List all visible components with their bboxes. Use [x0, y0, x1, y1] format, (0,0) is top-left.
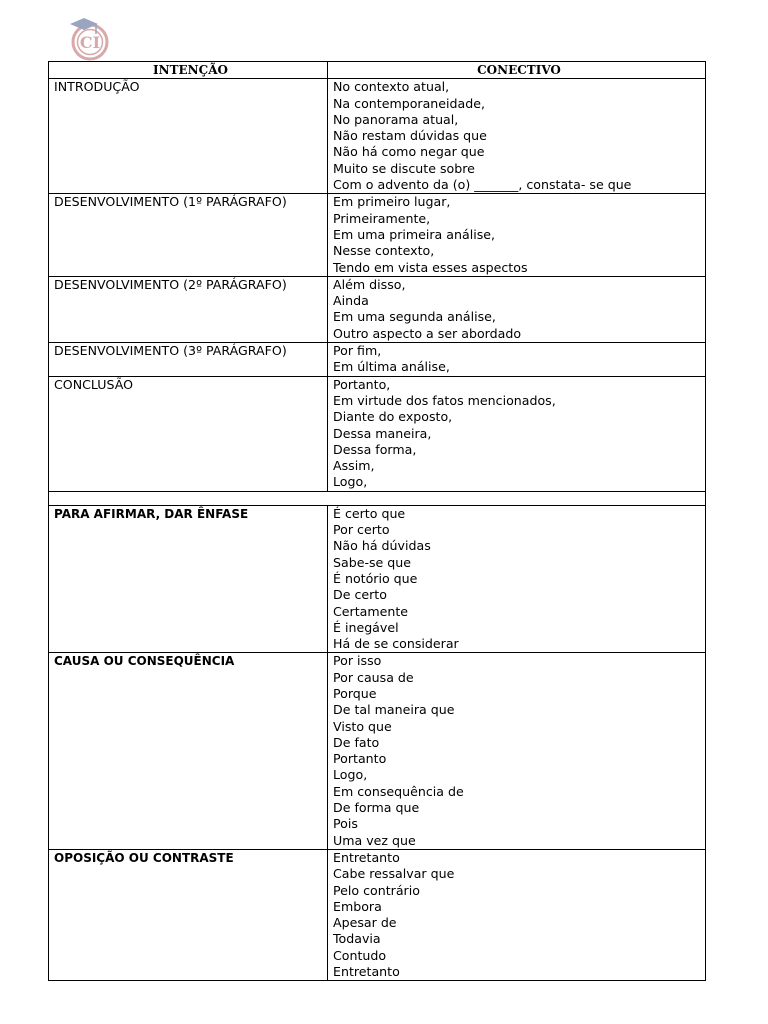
connective-item: Porque	[333, 685, 377, 701]
table-row	[49, 343, 706, 377]
connective-item: Muito se discute sobre	[333, 160, 475, 176]
connective-item: Em virtude dos fatos mencionados,	[333, 392, 556, 408]
connective-item: Portanto	[333, 751, 387, 767]
connective-item: Dessa forma,	[333, 441, 417, 457]
header-intent: INTENÇÃO	[49, 62, 328, 79]
table-row	[49, 194, 706, 276]
table-header-row	[49, 62, 706, 79]
connective-item: Não restam dúvidas que	[333, 128, 487, 144]
header-connective: CONECTIVO	[328, 62, 706, 79]
intent-cell: CAUSA OU CONSEQUÊNCIA	[49, 653, 328, 850]
logo	[64, 14, 112, 62]
table-row	[49, 849, 706, 980]
intent-cell: DESENVOLVIMENTO (3º PARÁGRAFO)	[49, 343, 328, 377]
connective-item: Por certo	[333, 522, 390, 538]
intent-cell: OPOSIÇÃO OU CONTRASTE	[49, 849, 328, 980]
connective-item: Assim,	[333, 458, 375, 474]
connective-cell	[328, 653, 706, 850]
connective-item: Por isso	[333, 653, 382, 669]
connective-item: É certo que	[333, 505, 406, 521]
connective-item: Diante do exposto,	[333, 409, 453, 425]
connective-item: Entretanto	[333, 964, 400, 980]
connective-item: De certo	[333, 587, 387, 603]
connective-item: De forma que	[333, 800, 420, 816]
connective-cell	[328, 276, 706, 342]
connective-item: Logo,	[333, 474, 368, 490]
connective-item: É inegável	[333, 619, 399, 635]
connective-item: Por causa de	[333, 669, 414, 685]
intent-cell: INTRODUÇÃO	[49, 79, 328, 194]
connective-item: Não há dúvidas	[333, 538, 431, 554]
connective-item: Embora	[333, 898, 382, 914]
connective-item: De fato	[333, 734, 380, 750]
table-row	[49, 505, 706, 653]
connective-item: Nesse contexto,	[333, 243, 435, 259]
connective-item: Outro aspecto a ser abordado	[333, 325, 522, 341]
connective-item: Logo,	[333, 767, 368, 783]
connective-item: No contexto atual,	[333, 79, 450, 95]
connective-cell	[328, 79, 706, 194]
connective-item: Todavia	[333, 931, 381, 947]
connective-item: Por fim,	[333, 343, 382, 359]
table-row	[49, 276, 706, 342]
connective-item: De tal maneira que	[333, 702, 455, 718]
connective-item: Em consequência de	[333, 783, 464, 799]
intent-cell: PARA AFIRMAR, DAR ÊNFASE	[49, 505, 328, 653]
connective-item: Tendo em vista esses aspectos	[333, 259, 528, 275]
connective-cell	[328, 376, 706, 491]
connective-cell	[328, 343, 706, 377]
connective-item: Visto que	[333, 718, 392, 734]
connective-item: Em primeiro lugar,	[333, 194, 451, 210]
connective-item: Com o advento da (o) _______, constata- se que	[333, 177, 632, 193]
table-row	[49, 653, 706, 850]
connective-cell	[328, 849, 706, 980]
table-row	[49, 79, 706, 194]
connective-item: Na contemporaneidade,	[333, 95, 485, 111]
connectives-table	[48, 61, 706, 981]
connective-item: Em última análise,	[333, 359, 450, 375]
connective-item: Em uma segunda análise,	[333, 309, 496, 325]
connective-item: Ainda	[333, 293, 369, 309]
svg-text:CI: CI	[79, 33, 101, 52]
connective-item: Contudo	[333, 947, 387, 963]
connective-item: Certamente	[333, 603, 409, 619]
connective-item: Dessa maneira,	[333, 425, 432, 441]
connective-item: É notório que	[333, 570, 418, 586]
connective-item: Pelo contrário	[333, 882, 420, 898]
connective-item: Primeiramente,	[333, 210, 431, 226]
connective-item: Pois	[333, 816, 358, 832]
spacer-row	[49, 491, 706, 505]
connective-item: Há de se considerar	[333, 636, 459, 652]
intent-cell: DESENVOLVIMENTO (2º PARÁGRAFO)	[49, 276, 328, 342]
connective-item: Portanto,	[333, 376, 391, 392]
connective-cell	[328, 194, 706, 276]
connective-item: Em uma primeira análise,	[333, 226, 496, 242]
spacer-cell	[49, 491, 706, 505]
connective-item: Cabe ressalvar que	[333, 866, 455, 882]
table-row	[49, 376, 706, 491]
connective-item: Apesar de	[333, 915, 397, 931]
connective-item: Entretanto	[333, 849, 400, 865]
intent-cell: CONCLUSÃO	[49, 376, 328, 491]
connective-cell	[328, 505, 706, 653]
connective-item: Não há como negar que	[333, 144, 485, 160]
connective-item: No panorama atual,	[333, 111, 459, 127]
connective-item: Além disso,	[333, 276, 406, 292]
connective-item: Sabe-se que	[333, 554, 412, 570]
intent-cell: DESENVOLVIMENTO (1º PARÁGRAFO)	[49, 194, 328, 276]
connective-item: Uma vez que	[333, 832, 416, 848]
